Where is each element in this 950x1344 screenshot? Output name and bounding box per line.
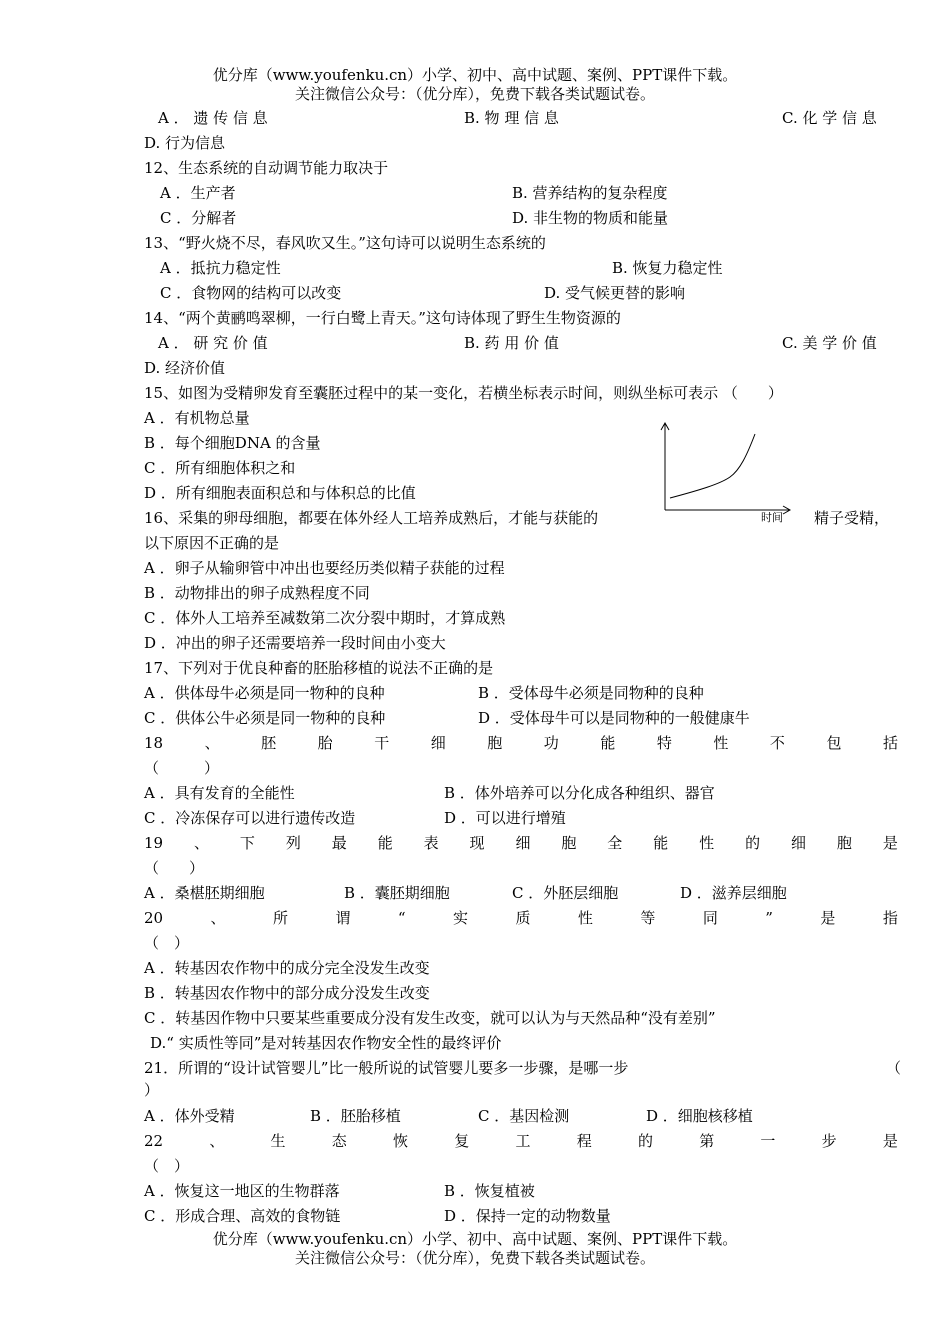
q19-stem-char: 是 bbox=[882, 834, 898, 852]
page-footer-line1: 优分库（www.youfenku.cn）小学、初中、高中试题、案例、PPT课件下载。 bbox=[212, 1230, 738, 1248]
q17-row1 bbox=[144, 681, 898, 705]
q22-stem-char: 工 bbox=[515, 1132, 531, 1150]
q12-option-a: A ．生产者 bbox=[160, 184, 236, 202]
q18-stem-char: 特 bbox=[656, 734, 672, 752]
q13-row2 bbox=[144, 281, 898, 305]
q22-stem-char: 的 bbox=[637, 1132, 653, 1150]
q18-row2 bbox=[144, 806, 898, 830]
q19-options-row bbox=[144, 881, 898, 905]
q18-stem-char: 能 bbox=[600, 734, 616, 752]
q13-option-a: A ．抵抗力稳定性 bbox=[160, 259, 281, 277]
q18-stem-char: 细 bbox=[430, 734, 446, 752]
q21-option-b: B ．胚胎移植 bbox=[310, 1107, 401, 1125]
q20-stem-char: 所 bbox=[272, 909, 288, 927]
q22-stem-char: 复 bbox=[454, 1132, 470, 1150]
q22-stem bbox=[144, 1129, 898, 1153]
q11-option-b: B. 物 理 信 息 bbox=[464, 109, 559, 127]
q20-stem-char: 实 bbox=[453, 909, 469, 927]
q11-option-c: C. 化 学 信 息 bbox=[782, 109, 877, 127]
q22-stem-char: 第 bbox=[699, 1132, 715, 1150]
q22-stem-char: 步 bbox=[821, 1132, 837, 1150]
q22-paren: （ ） bbox=[144, 1157, 190, 1175]
q16-stem-part1: 16、采集的卵母细胞，都要在体外经人工培养成熟后，才能与获能的 bbox=[144, 509, 599, 527]
q18-stem-char: 18 bbox=[144, 734, 164, 752]
q13-stem: 13、“野火烧不尽，春风吹又生。”这句诗可以说明生态系统的 bbox=[144, 234, 546, 252]
q14-option-a: A ． 研 究 价 值 bbox=[158, 334, 268, 352]
q18-option-c: C ．冷冻保存可以进行遗传改造 bbox=[144, 809, 356, 827]
q18-stem-char: 、 bbox=[204, 734, 220, 752]
q20-stem-char: 质 bbox=[515, 909, 531, 927]
q12-row2 bbox=[144, 206, 898, 230]
q15-option-b: B ．每个细胞DNA 的含量 bbox=[144, 434, 321, 452]
q12-stem: 12、生态系统的自动调节能力取决于 bbox=[144, 159, 389, 177]
q18-stem-char: 不 bbox=[769, 734, 785, 752]
q14-stem: 14、“两个黄鹂鸣翠柳，一行白鹭上青天。”这句诗体现了野生生物资源的 bbox=[144, 309, 621, 327]
q22-option-b: B ．恢复植被 bbox=[444, 1182, 535, 1200]
q20-option-c: C ．转基因作物中只要某些重要成分没有发生改变，就可以认为与天然品种“没有差别” bbox=[144, 1009, 716, 1027]
q18-paren: （ ） bbox=[144, 759, 220, 777]
q22-option-a: A ．恢复这一地区的生物群落 bbox=[144, 1182, 340, 1200]
q18-stem-char: 干 bbox=[374, 734, 390, 752]
q20-stem-char: 等 bbox=[640, 909, 656, 927]
q19-stem-char: 胞 bbox=[836, 834, 852, 852]
q22-stem-char: 22 bbox=[144, 1132, 164, 1150]
q12-row1 bbox=[144, 181, 898, 205]
q19-stem-char: 性 bbox=[699, 834, 715, 852]
q19-option-b: B ．囊胚期细胞 bbox=[344, 884, 450, 902]
q17-option-d: D ．受体母牛可以是同物种的一般健康牛 bbox=[478, 709, 750, 727]
q22-stem-char: 程 bbox=[576, 1132, 592, 1150]
q20-option-a: A ．转基因农作物中的成分完全没发生改变 bbox=[144, 959, 430, 977]
q20-paren: （ ） bbox=[144, 934, 190, 952]
q20-stem-char: 是 bbox=[820, 909, 836, 927]
q20-stem-char: 性 bbox=[577, 909, 593, 927]
q16-option-d: D ．冲出的卵子还需要培养一段时间由小变大 bbox=[144, 634, 446, 652]
q20-stem-char: 谓 bbox=[335, 909, 351, 927]
q22-stem-char: 是 bbox=[882, 1132, 898, 1150]
q19-option-c: C ．外胚层细胞 bbox=[512, 884, 619, 902]
q22-row1 bbox=[144, 1179, 898, 1203]
q17-option-c: C ．供体公牛必须是同一物种的良种 bbox=[144, 709, 386, 727]
q21-option-c: C ．基因检测 bbox=[478, 1107, 570, 1125]
q18-stem-char: 性 bbox=[713, 734, 729, 752]
q14-option-b: B. 药 用 价 值 bbox=[464, 334, 559, 352]
q22-row2 bbox=[144, 1204, 898, 1228]
q15-option-c: C ．所有细胞体积之和 bbox=[144, 459, 296, 477]
q12-option-d: D. 非生物的物质和能量 bbox=[512, 209, 669, 227]
q19-stem-char: 列 bbox=[285, 834, 301, 852]
q19-stem-char: 现 bbox=[469, 834, 485, 852]
q11-option-d: D. 行为信息 bbox=[144, 134, 226, 152]
q19-stem-char: 能 bbox=[377, 834, 393, 852]
q15-option-d: D ．所有细胞表面积总和与体积总的比值 bbox=[144, 484, 416, 502]
q19-stem bbox=[144, 831, 898, 855]
q19-option-d: D ．滋养层细胞 bbox=[680, 884, 787, 902]
q15-stem: 15、如图为受精卵发育至囊胚过程中的某一变化，若横坐标表示时间，则纵坐标可表示 （ ） bbox=[144, 384, 783, 402]
q16-stem-part2: 精子受精， bbox=[814, 509, 890, 527]
q20-option-d: D.“ 实质性等同”是对转基因农作物安全性的最终评价 bbox=[150, 1034, 502, 1052]
q18-stem-char: 胎 bbox=[317, 734, 333, 752]
q18-stem-char: 包 bbox=[826, 734, 842, 752]
q20-option-b: B ．转基因农作物中的部分成分没发生改变 bbox=[144, 984, 430, 1002]
graph-x-label: 时间 bbox=[761, 511, 783, 524]
q14-options-row bbox=[144, 331, 898, 355]
q20-stem-char: ” bbox=[765, 909, 773, 927]
q18-stem-char: 括 bbox=[882, 734, 898, 752]
q20-stem-char: 、 bbox=[210, 909, 226, 927]
q19-stem-char: 、 bbox=[194, 834, 210, 852]
q22-stem-char: 、 bbox=[209, 1132, 225, 1150]
q13-option-d: D. 受气候更替的影响 bbox=[544, 284, 686, 302]
q18-stem-char: 胞 bbox=[487, 734, 503, 752]
q21-options-row bbox=[144, 1104, 898, 1128]
page-header-line2: 关注微信公众号：（优分库），免费下载各类试题试卷。 bbox=[294, 85, 655, 103]
q16-option-a: A ．卵子从输卵管中冲出也要经历类似精子获能的过程 bbox=[144, 559, 505, 577]
q18-option-b: B ．体外培养可以分化成各种组织、器官 bbox=[444, 784, 715, 802]
q12-option-b: B. 营养结构的复杂程度 bbox=[512, 184, 668, 202]
q22-option-d: D ．保持一定的动物数量 bbox=[444, 1207, 611, 1225]
q19-stem-char: 能 bbox=[653, 834, 669, 852]
q17-option-a: A ．供体母牛必须是同一物种的良种 bbox=[144, 684, 385, 702]
q20-stem-char: “ bbox=[397, 909, 406, 927]
q22-option-c: C ．形成合理、高效的食物链 bbox=[144, 1207, 341, 1225]
q19-paren: （ ） bbox=[144, 859, 205, 877]
q20-stem bbox=[144, 906, 898, 930]
q19-stem-char: 胞 bbox=[561, 834, 577, 852]
q18-stem-char: 胚 bbox=[261, 734, 277, 752]
q11-option-a: A ． 遗 传 信 息 bbox=[158, 109, 268, 127]
q17-option-b: B ．受体母牛必须是同物种的良种 bbox=[478, 684, 704, 702]
q19-option-a: A ．桑椹胚期细胞 bbox=[144, 884, 265, 902]
q22-stem-char: 恢 bbox=[393, 1132, 409, 1150]
q22-stem-char: 生 bbox=[270, 1132, 286, 1150]
q18-row1 bbox=[144, 781, 898, 805]
q21-option-a: A ．体外受精 bbox=[144, 1107, 235, 1125]
q19-stem-char: 细 bbox=[515, 834, 531, 852]
q22-stem-char: 态 bbox=[331, 1132, 347, 1150]
q16-option-b: B ．动物排出的卵子成熟程度不同 bbox=[144, 584, 370, 602]
page-footer-line2: 关注微信公众号：（优分库），免费下载各类试题试卷。 bbox=[294, 1249, 655, 1267]
q11-options-row bbox=[144, 106, 898, 130]
q20-stem-char: 同 bbox=[702, 909, 718, 927]
q20-stem-char: 20 bbox=[144, 909, 164, 927]
graph-curve bbox=[670, 434, 755, 498]
q21-stem-row bbox=[144, 1056, 902, 1080]
q19-stem-char: 的 bbox=[745, 834, 761, 852]
q18-stem-char: 功 bbox=[543, 734, 559, 752]
q18-option-d: D ．可以进行增殖 bbox=[444, 809, 566, 827]
q21-option-d: D ．细胞核移植 bbox=[646, 1107, 753, 1125]
q19-stem-char: 全 bbox=[607, 834, 623, 852]
page-header-line1: 优分库（www.youfenku.cn）小学、初中、高中试题、案例、PPT课件下载。 bbox=[212, 66, 738, 84]
q20-stem-char: 指 bbox=[882, 909, 898, 927]
q21-paren-close: ） bbox=[144, 1081, 160, 1099]
q18-option-a: A ．具有发育的全能性 bbox=[144, 784, 295, 802]
q21-paren-open: （ bbox=[886, 1059, 902, 1077]
q19-stem-char: 19 bbox=[144, 834, 164, 852]
q19-stem-char: 最 bbox=[331, 834, 347, 852]
q21-stem: 21．所谓的“设计试管婴儿”比一般所说的试管婴儿要多一步骤，是哪一步 bbox=[144, 1059, 629, 1077]
q16-option-c: C ．体外人工培养至减数第二次分裂中期时，才算成熟 bbox=[144, 609, 506, 627]
q14-option-d: D. 经济价值 bbox=[144, 359, 226, 377]
q18-stem bbox=[144, 731, 898, 755]
q19-stem-char: 表 bbox=[423, 834, 439, 852]
q13-option-c: C ．食物网的结构可以改变 bbox=[160, 284, 342, 302]
q22-stem-char: 一 bbox=[760, 1132, 776, 1150]
q16-stem-row bbox=[144, 506, 898, 530]
q14-option-c: C. 美 学 价 值 bbox=[782, 334, 877, 352]
q19-stem-char: 细 bbox=[790, 834, 806, 852]
q13-option-b: B. 恢复力稳定性 bbox=[612, 259, 723, 277]
q16-stem-line2: 以下原因不正确的是 bbox=[144, 534, 280, 552]
q17-row2 bbox=[144, 706, 898, 730]
q13-row1 bbox=[144, 256, 898, 280]
q12-option-c: C ．分解者 bbox=[160, 209, 237, 227]
q17-stem: 17、下列对于优良种畜的胚胎移植的说法不正确的是 bbox=[144, 659, 494, 677]
q19-stem-char: 下 bbox=[239, 834, 255, 852]
q15-option-a: A ．有机物总量 bbox=[144, 409, 250, 427]
